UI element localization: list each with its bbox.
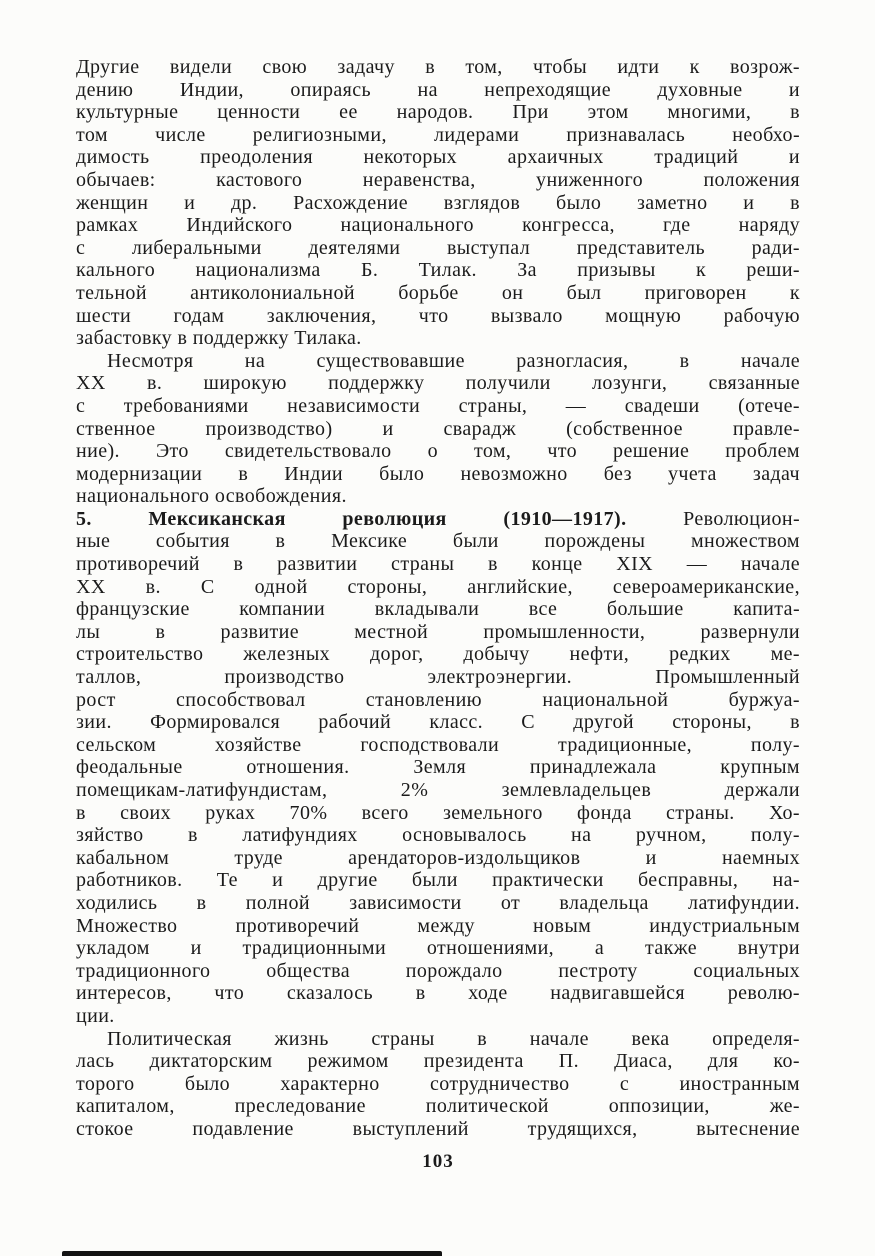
text-line: рост способствовал становлению национальной буржуа- xyxy=(76,688,800,711)
text-line: ные события в Мексике были порождены множеством xyxy=(76,530,800,553)
text-line: дению Индии, опираясь на непреходящие духовные и xyxy=(76,78,800,101)
text-line: французские компании вкладывали все большие капита- xyxy=(76,598,800,621)
text-line: модернизации в Индии было невозможно без учета задач xyxy=(76,462,800,485)
text-line: кабальном труде арендаторов-издольщиков и наемных xyxy=(76,846,800,869)
text-line: противоречий в развитии страны в конце XIX — начале xyxy=(76,553,800,576)
text-line: помещикам-латифундистам, 2% землевладельцев держали xyxy=(76,779,800,801)
text-line: традиционного общества порождало пестроту социальных xyxy=(76,959,800,982)
text-line: культурные ценности ее народов. При этом многими, в xyxy=(76,101,800,124)
text-line: с либеральными деятелями выступал представитель ради- xyxy=(76,236,800,259)
text-line: лась диктаторским режимом президента П. Диаса, для ко- xyxy=(76,1050,800,1073)
text-line: интересов, что сказалось в ходе надвигавшейся револю- xyxy=(76,982,800,1005)
text-line: тельной антиколониальной борьбе он был приговорен к xyxy=(76,281,800,304)
text-line: с требованиями независимости страны, — свадеши (отече- xyxy=(76,394,800,417)
text-line: Множество противоречий между новым индустриальным xyxy=(76,914,800,937)
text-line: строительство железных дорог, добычу нефти, редких ме- xyxy=(76,643,800,666)
text-line: зии. Формировался рабочий класс. С другой стороны, в xyxy=(76,711,800,734)
scan-artifact-bottom-edge xyxy=(62,1251,442,1256)
text-line: лы в развитие местной промышленности, развернули xyxy=(76,620,800,643)
text-line: XX в. С одной стороны, английские, североамериканские, xyxy=(76,575,800,598)
text-line: женщин и др. Расхождение взглядов было заметно и в xyxy=(76,191,800,214)
paragraph-independence-slogans xyxy=(76,350,800,508)
section-heading-line xyxy=(76,508,800,531)
paragraph-political-life xyxy=(76,1028,800,1141)
text-line: в своих руках 70% всего земельного фонда страны. Хо- xyxy=(76,801,800,824)
text-line: работников. Те и другие были практически бесправны, на- xyxy=(76,869,800,892)
text-line: обычаев: кастового неравенства, униженного положения xyxy=(76,168,800,191)
text-line: сельском хозяйстве господствовали традиционные, полу- xyxy=(76,733,800,756)
text-line: ходились в полной зависимости от владельца латифундии. xyxy=(76,891,800,914)
text-line: ние). Это свидетельствовало о том, что решение проблем xyxy=(76,440,800,463)
text-line: ции. xyxy=(76,1004,115,1027)
text-line: шести годам заключения, что вызвало мощную рабочую xyxy=(76,304,800,327)
paragraph-mexican-revolution xyxy=(76,508,800,1028)
text-line: кального национализма Б. Тилак. За призывы к реши- xyxy=(76,259,800,282)
text-line: забастовку в поддержку Тилака. xyxy=(76,327,362,350)
text-line: торого было характерно сотрудничество с иностранным xyxy=(76,1072,800,1095)
page-number: 103 xyxy=(422,1150,454,1172)
section-lead-text: Революцион- xyxy=(683,507,801,530)
text-line: Другие видели свою задачу в том, чтобы идти к возрож- xyxy=(76,56,800,78)
section-heading: 5. Мексиканская революция (1910—1917). xyxy=(76,507,627,530)
text-line: национального освобождения. xyxy=(76,485,347,508)
paragraph-lines xyxy=(76,530,800,1027)
text-line: XX в. широкую поддержку получили лозунги, связанные xyxy=(76,372,800,395)
paragraph-india-revival xyxy=(76,56,800,350)
text-line: стокое подавление выступлений трудящихся, вытеснение xyxy=(76,1117,800,1140)
text-line: Несмотря на существовавшие разногласия, в начале xyxy=(107,349,800,372)
text-line: Политическая жизнь страны в начале века определя- xyxy=(107,1027,800,1050)
text-line: димость преодоления некоторых архаичных традиций и xyxy=(76,146,800,169)
text-line: капиталом, преследование политической оппозиции, же- xyxy=(76,1095,800,1118)
text-line: феодальные отношения. Земля принадлежала крупным xyxy=(76,756,800,779)
text-line: том числе религиозными, лидерами признавалась необхо- xyxy=(76,123,800,146)
text-line: таллов, производство электроэнергии. Промышленный xyxy=(76,666,800,689)
text-line: рамках Индийского национального конгресса, где наряду xyxy=(76,214,800,237)
text-line: укладом и традиционными отношениями, а также внутри xyxy=(76,937,800,960)
text-line: зяйство в латифундиях основывалось на ручном, полу- xyxy=(76,824,800,847)
text-line: ственное производство) и сварадж (собственное правле- xyxy=(76,417,800,440)
